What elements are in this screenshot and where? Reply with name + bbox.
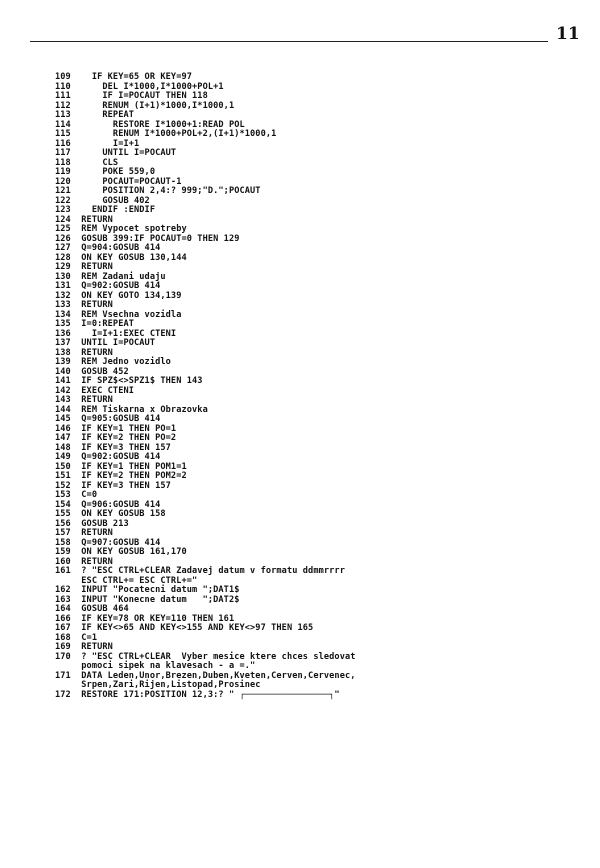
line-code: IF KEY=78 OR KEY=110 THEN 161 [76,613,235,624]
line-code: Q=904:GOSUB 414 [76,243,161,253]
line-code: INPUT "Konecne datum ";DAT2$ [76,594,240,605]
line-number: 127 [55,243,71,253]
code-listing [55,73,356,700]
page-number: 11 [556,24,580,44]
line-code: CLS [76,157,119,168]
line-number: 112 [55,100,71,111]
line-code: REM Tiskarna x Obrazovka [76,404,208,415]
line-number: 142 [55,385,71,396]
line-code: GOSUB 213 [76,518,129,529]
line-number: 133 [55,300,71,310]
line-number: 169 [55,642,71,652]
line-code: RETURN [76,395,113,405]
line-number: 124 [55,214,71,225]
line-number: 111 [55,91,71,101]
line-number: 113 [55,110,71,120]
line-number: 141 [55,376,71,386]
line-code: ON KEY GOSUB 161,170 [76,547,187,557]
line-number: 147 [55,433,71,443]
line-code: ON KEY GOSUB 158 [76,509,166,519]
line-code: RETURN [76,262,113,272]
line-code: DEL I*1000,I*1000+POL+1 [76,81,224,92]
line-code: Q=906:GOSUB 414 [76,499,161,510]
line-number: 159 [55,547,71,557]
line-code: IF KEY=1 THEN PO=1 [76,423,177,434]
line-number: 128 [55,252,71,263]
line-number: 132 [55,290,71,301]
line-number: 161 [55,566,71,576]
line-number: 131 [55,281,71,291]
line-number: 134 [55,309,71,320]
line-code: POCAUT=POCAUT-1 [76,176,182,187]
line-code: UNTIL I=POCAUT [76,148,177,158]
line-code: Srpen,Zari,Rijen,Listopad,Prosinec [76,680,261,690]
line-code: GOSUB 464 [76,604,129,614]
line-code: GOSUB 402 [76,195,150,206]
line-code: RETURN [76,556,113,567]
line-code: I=0:REPEAT [76,319,135,329]
line-number: 117 [55,148,71,158]
line-number: 168 [55,632,71,643]
line-code: REM Jedno vozidlo [76,357,171,367]
line-number: 166 [55,613,71,624]
line-number: 160 [55,556,71,567]
line-code: RESTORE 171:POSITION 12,3:? " ┌────────────────┐" [76,689,340,700]
line-code: REM Vypocet spotreby [76,224,187,234]
line-code: ? "ESC CTRL+CLEAR Vyber mesice ktere chces sledovat [76,651,356,662]
line-code: RENUM I*1000+POL+2,(I+1)*1000,1 [76,129,277,139]
line-number: 148 [55,442,71,453]
line-number: 158 [55,537,71,548]
line-number: 120 [55,176,71,187]
line-code: REPEAT [76,110,135,120]
line-code: I=I+1 [76,138,140,149]
line-number: 150 [55,461,71,472]
line-number: 153 [55,490,71,500]
code-line [55,482,356,492]
line-code: IF KEY=2 THEN PO=2 [76,433,177,443]
line-code: GOSUB 399:IF POCAUT=0 THEN 129 [76,233,240,244]
line-code: IF KEY=3 THEN 157 [76,480,171,491]
line-number: 130 [55,271,71,282]
line-number: 164 [55,604,71,614]
line-code: RETURN [76,528,113,538]
line-code: IF KEY=65 OR KEY=97 [76,72,193,82]
line-number: 157 [55,528,71,538]
line-number: 119 [55,167,71,177]
line-code: IF KEY=1 THEN POM1=1 [76,461,187,472]
line-number: 118 [55,157,71,168]
line-code: RENUM (I+1)*1000,I*1000,1 [76,100,235,111]
line-code: I=I+1:EXEC CTENI [76,328,177,339]
line-code: IF KEY<>65 AND KEY<>155 AND KEY<>97 THEN 165 [76,623,314,633]
line-number: 140 [55,366,71,377]
line-number: 163 [55,594,71,605]
line-code: ENDIF :ENDIF [76,205,156,215]
line-code: GOSUB 452 [76,366,129,377]
line-number: 151 [55,471,71,481]
line-code: C=0 [76,490,98,500]
line-number: 146 [55,423,71,434]
line-code: INPUT "Pocatecni datum ";DAT1$ [76,585,240,595]
line-code: IF SPZ$<>SPZ1$ THEN 143 [76,376,203,386]
line-code: ON KEY GOTO 134,139 [76,290,182,301]
line-code: Q=902:GOSUB 414 [76,452,161,462]
line-number: 116 [55,138,71,149]
line-number: 121 [55,186,71,196]
line-number: 156 [55,518,71,529]
line-number: 110 [55,81,71,92]
line-code: EXEC CTENI [76,385,135,396]
line-number: 145 [55,414,71,424]
line-code: Q=905:GOSUB 414 [76,414,161,424]
line-code: C=1 [76,632,98,643]
line-number: 135 [55,319,71,329]
line-code: RETURN [76,214,113,225]
line-number: 125 [55,224,71,234]
line-code: RESTORE I*1000+1:READ POL [76,119,245,130]
line-number: 143 [55,395,71,405]
line-number: 122 [55,195,71,206]
line-number: 137 [55,338,71,348]
line-code: Q=902:GOSUB 414 [76,281,161,291]
line-number: 139 [55,357,71,367]
line-number: 136 [55,328,71,339]
line-number: 115 [55,129,71,139]
line-number: 155 [55,509,71,519]
line-code: ESC CTRL+= ESC CTRL+=" [76,575,198,586]
line-number: 154 [55,499,71,510]
line-code: DATA Leden,Unor,Brezen,Duben,Kveten,Cerven,Cervenec, [76,670,356,681]
line-number: 152 [55,480,71,491]
line-number: 167 [55,623,71,633]
line-code: pomoci sipek na klavesach - a =." [76,661,256,671]
line-number: 138 [55,347,71,358]
line-code: IF KEY=3 THEN 157 [76,442,171,453]
line-code: RETURN [76,642,113,652]
code-line [55,624,356,634]
line-code: Q=907:GOSUB 414 [76,537,161,548]
line-code: POSITION 2,4:? 999;"D.";POCAUT [76,186,261,196]
line-code: RETURN [76,300,113,310]
line-number: 109 [55,72,71,82]
line-code: REM Zadani udaju [76,271,166,282]
line-number: 171 [55,670,71,681]
line-code: IF KEY=2 THEN POM2=2 [76,471,187,481]
header-rule [30,41,548,42]
line-number: 114 [55,119,71,130]
line-code: IF I=POCAUT THEN 118 [76,91,208,101]
line-code: POKE 559,0 [76,167,156,177]
line-number: 170 [55,651,71,662]
line-number: 123 [55,205,71,215]
line-number: 172 [55,689,71,700]
line-number: 126 [55,233,71,244]
line-code: RETURN [76,347,113,358]
line-number: 129 [55,262,71,272]
line-code: UNTIL I=POCAUT [76,338,156,348]
code-line [55,691,356,701]
line-number: 144 [55,404,71,415]
line-code: ? "ESC CTRL+CLEAR Zadavej datum v formatu ddmmrrrr [76,566,345,576]
line-number: 162 [55,585,71,595]
line-code: ON KEY GOSUB 130,144 [76,252,187,263]
line-number: 149 [55,452,71,462]
line-code: REM Vsechna vozidla [76,309,182,320]
